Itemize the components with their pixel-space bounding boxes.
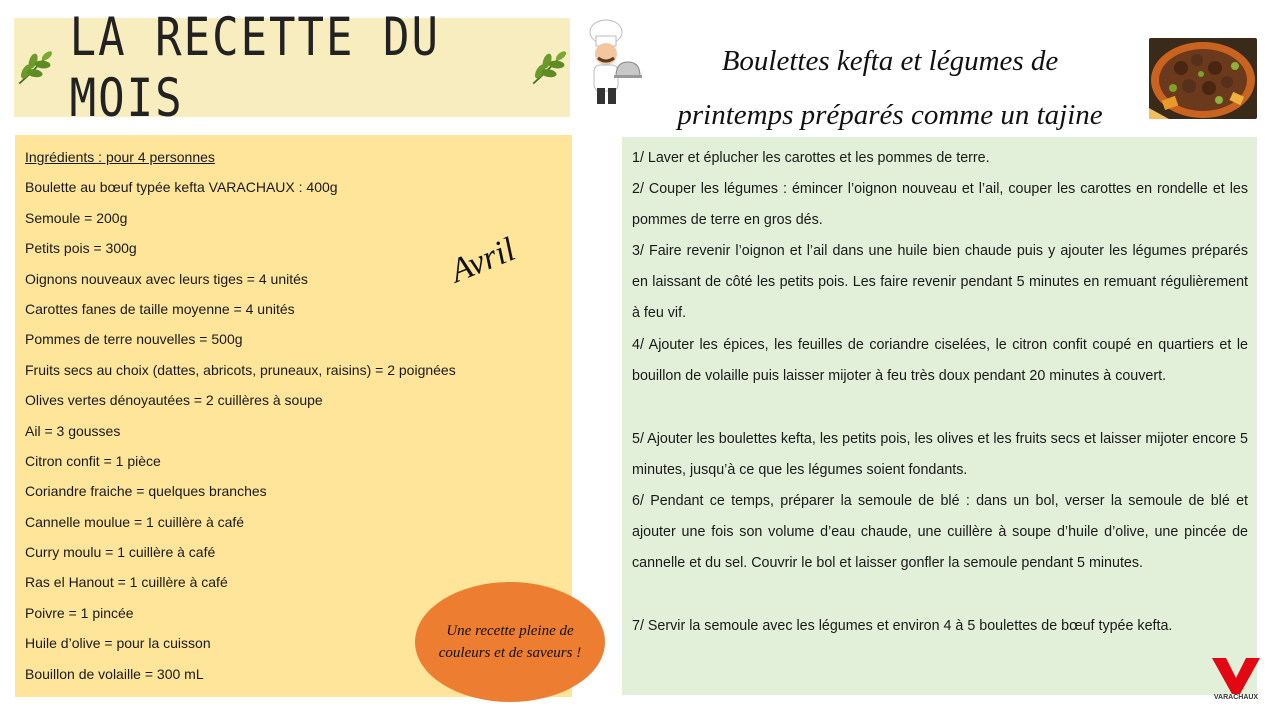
- ingredient-item: Petits pois = 300g: [25, 240, 137, 257]
- ingredients-list: [25, 147, 456, 694]
- ingredient-item: Boulette au bœuf typée kefta VARACHAUX : 400g: [25, 179, 338, 196]
- step-1: 1/ Laver et éplucher les carottes et les pommes de terre.: [632, 150, 990, 166]
- slogan-text: Une recette pleine de couleurs et de saveurs !: [438, 623, 582, 661]
- ingredient-item: Ail = 3 gousses: [25, 422, 121, 439]
- ingredient-item: Semoule = 200g: [25, 209, 128, 226]
- banner-title: LA RECETTE DU MOIS: [69, 6, 440, 129]
- ingredient-item: Huile d’olive = pour la cuisson: [25, 635, 211, 652]
- leaf-right-icon: [528, 46, 570, 90]
- dish-photo: [1149, 38, 1257, 119]
- title-banner: [14, 6, 570, 129]
- logo-text: VARACHAUX: [1213, 694, 1259, 700]
- ingredients-header: Ingrédients : pour 4 personnes: [25, 149, 215, 165]
- ingredient-item: Citron confit = 1 pièce: [25, 452, 161, 469]
- ingredient-item: Carottes fanes de taille moyenne = 4 unités: [25, 300, 295, 317]
- step-7: 7/ Servir la semoule avec les légumes et environ 4 à 5 boulettes de bœuf typée kefta.: [632, 618, 1173, 634]
- steps-panel: [622, 137, 1257, 695]
- ingredient-item: Coriandre fraiche = quelques branches: [25, 483, 267, 500]
- step-5: 5/ Ajouter les boulettes kefta, les petits pois, les olives et les fruits secs et laisser mijoter encore 5 minutes, jusqu’à ce que les légumes soient fondants.: [632, 431, 1248, 479]
- ingredient-item: Olives vertes dénoyautées = 2 cuillères à soupe: [25, 392, 323, 409]
- step-2: 2/ Couper les légumes : émincer l’oignon nouveau et l’ail, couper les carottes en rondelle et les pommes de terre en gros dés.: [632, 181, 1248, 229]
- ingredient-item: Pommes de terre nouvelles = 500g: [25, 331, 243, 348]
- ingredient-item: Cannelle moulue = 1 cuillère à café: [25, 513, 245, 530]
- ingredient-item: Bouillon de volaille = 300 mL: [25, 665, 204, 682]
- step-3: 3/ Faire revenir l’oignon et l’ail dans une huile bien chaude puis y ajouter les légumes préparés en laissant de côté les petits pois. Les faire revenir pendant 5 minutes en remuant régulièrement à feu vif.: [632, 243, 1248, 322]
- step-4: 4/ Ajouter les épices, les feuilles de coriandre ciselées, le citron confit coupé en quartiers et le bouillon de volaille puis laisser mijoter à feu très doux pendant 20 minutes à couvert.: [632, 337, 1248, 385]
- varachaux-logo: [1210, 656, 1262, 700]
- month-label: Avril: [445, 231, 521, 291]
- ingredient-item: Oignons nouveaux avec leurs tiges = 4 unités: [25, 270, 308, 287]
- ingredient-item: Fruits secs au choix (dattes, abricots, pruneaux, raisins) = 2 poignées: [25, 361, 456, 378]
- chef-icon: [582, 18, 646, 110]
- ingredient-item: Curry moulu = 1 cuillère à café: [25, 544, 216, 561]
- leaf-left-icon: [14, 46, 56, 90]
- ingredient-item: Poivre = 1 pincée: [25, 604, 134, 621]
- slogan-bubble: [415, 582, 605, 702]
- step-6: 6/ Pendant ce temps, préparer la semoule de blé : dans un bol, verser la semoule de blé et ajouter une fois son volume d’eau chaude, une cuillère à soupe d’huile d’olive, une pincée de cannelle et du sel. Couvrir le bol et laisser gonfler la semoule pendant 5 minutes.: [632, 493, 1248, 572]
- ingredient-item: Ras el Hanout = 1 cuillère à café: [25, 574, 228, 591]
- recipe-title: [650, 34, 1130, 142]
- recipe-title-line2: printemps préparés comme un tajine: [677, 99, 1103, 131]
- recipe-title-line1: Boulettes kefta et légumes de: [721, 45, 1059, 77]
